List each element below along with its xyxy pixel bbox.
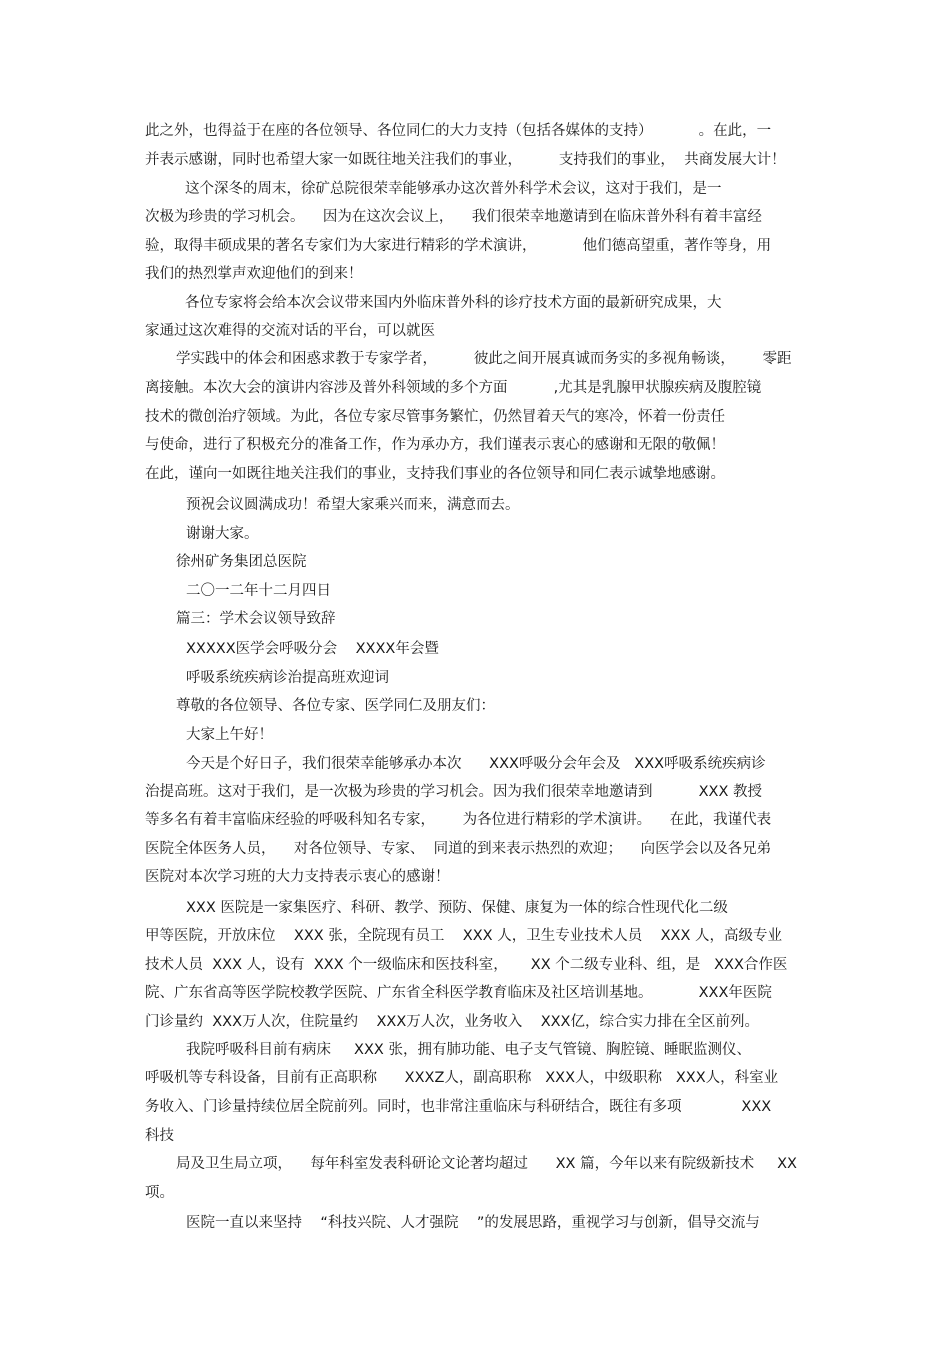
text-line: 在此，谨向一如既往地关注我们的事业，支持我们事业的各位领导和同仁表示诚挚地感谢。 bbox=[145, 466, 725, 482]
text-line: 技术的微创治疗领域。为此，各位专家尽管事务繁忙，仍然冒着天气的寒冷，怀着一份责任 bbox=[145, 409, 725, 425]
text-line: 篇三：学术会议领导致辞 bbox=[176, 611, 336, 627]
text-line: 与使命，进行了积极充分的准备工作，作为承办方，我们谨表示衷心的感谢和无限的敬佩！ bbox=[145, 437, 725, 453]
text-line: 此之外，也得益于在座的各位领导、各位同仁的大力支持（包括各媒体的支持） 。在此，一 bbox=[145, 123, 772, 139]
text-line: 科技 bbox=[145, 1128, 174, 1144]
text-line: 甲等医院，开放床位 XXX 张，全院现有员工 XXX 人，卫生专业技术人员 XXX 人，高级专业 bbox=[145, 928, 783, 944]
text-line: 门诊量约 XXX万人次，住院量约 XXX万人次，业务收入 XXX亿，综合实力排在全区前列。 bbox=[145, 1014, 759, 1030]
text-line: 这个深冬的周末，徐矿总院很荣幸能够承办这次普外科学术会议，这对于我们，是一 bbox=[185, 181, 722, 197]
text-line: 项。 bbox=[145, 1185, 174, 1201]
text-line: 大家上午好！ bbox=[186, 727, 273, 743]
text-line: 局及卫生局立项， 每年科室发表科研论文论著均超过 XX 篇，今年以来有院级新技术 XX bbox=[176, 1156, 797, 1172]
text-line: 离接触。本次大会的演讲内容涉及普外科领域的多个方面 ,尤其是乳腺甲状腺疾病及腹腔镜 bbox=[145, 380, 762, 396]
text-line: 技术人员 XXX 人，设有 XXX 个一级临床和医技科室， XX 个二级专业科、组，是 XXX合作医 bbox=[145, 957, 788, 973]
text-line: 家通过这次难得的交流对话的平台，可以就医 bbox=[145, 323, 435, 339]
text-line: XXXXX医学会呼吸分会 XXXX年会暨 bbox=[186, 641, 439, 657]
text-line: XXX 医院是一家集医疗、科研、教学、预防、保健、康复为一体的综合性现代化二级 bbox=[186, 900, 728, 916]
text-line: 预祝会议圆满成功！希望大家乘兴而来，满意而去。 bbox=[186, 497, 520, 513]
text-line: 次极为珍贵的学习机会。 因为在这次会议上， 我们很荣幸地邀请到在临床普外科有着丰富经 bbox=[145, 209, 762, 225]
text-line: 谢谢大家。 bbox=[186, 526, 259, 542]
text-line: 二〇一二年十二月四日 bbox=[186, 583, 331, 599]
text-line: 医院对本次学习班的大力支持表示衷心的感谢！ bbox=[145, 869, 450, 885]
text-line: 等多名有着丰富临床经验的呼吸科知名专家， 为各位进行精彩的学术演讲。 在此，我谨代表 bbox=[145, 812, 772, 828]
text-line: 医院一直以来坚持 “科技兴院、人才强院 ”的发展思路，重视学习与创新，倡导交流与 bbox=[186, 1215, 760, 1231]
text-line: 呼吸机等专科设备，目前有正高职称 XXXZ人，副高职称 XXX人，中级职称 XXX人，科室业 bbox=[145, 1070, 779, 1086]
text-line: 务收入、门诊量持续位居全院前列。同时，也非常注重临床与科研结合，既往有多项 XXX bbox=[145, 1099, 772, 1115]
text-line: 我院呼吸科目前有病床 XXX 张，拥有肺功能、电子支气管镜、胸腔镜、睡眠监测仪、 bbox=[186, 1042, 751, 1058]
text-line: 医院全体医务人员， 对各位领导、专家、 同道的到来表示热烈的欢迎； 向医学会以及各兄弟 bbox=[145, 841, 772, 857]
text-line: 各位专家将会给本次会议带来国内外临床普外科的诊疗技术方面的最新研究成果，大 bbox=[185, 295, 722, 311]
text-line: 尊敬的各位领导、各位专家、医学同仁及朋友们： bbox=[176, 698, 495, 714]
text-line: 今天是个好日子，我们很荣幸能够承办本次 XXX呼吸分会年会及 XXX呼吸系统疾病诊 bbox=[186, 756, 766, 772]
text-line: 学实践中的体会和困惑求教于专家学者， 彼此之间开展真诚而务实的多视角畅谈， 零距 bbox=[176, 351, 792, 367]
text-line: 并表示感谢，同时也希望大家一如既往地关注我们的事业， 支持我们的事业， 共商发展大计！ bbox=[145, 152, 786, 168]
text-line: 徐州矿务集团总医院 bbox=[176, 554, 307, 570]
text-line: 院、广东省高等医学院校教学医院、广东省全科医学教育临床及社区培训基地。 XXX年医院 bbox=[145, 985, 772, 1001]
text-line: 我们的热烈掌声欢迎他们的到来！ bbox=[145, 266, 363, 282]
text-line: 治提高班。这对于我们，是一次极为珍贵的学习机会。因为我们很荣幸地邀请到 XXX 教授 bbox=[145, 784, 762, 800]
text-line: 验，取得丰硕成果的著名专家们为大家进行精彩的学术演讲， 他们德高望重，著作等身，用 bbox=[145, 238, 772, 254]
text-line: 呼吸系统疾病诊治提高班欢迎词 bbox=[186, 670, 389, 686]
